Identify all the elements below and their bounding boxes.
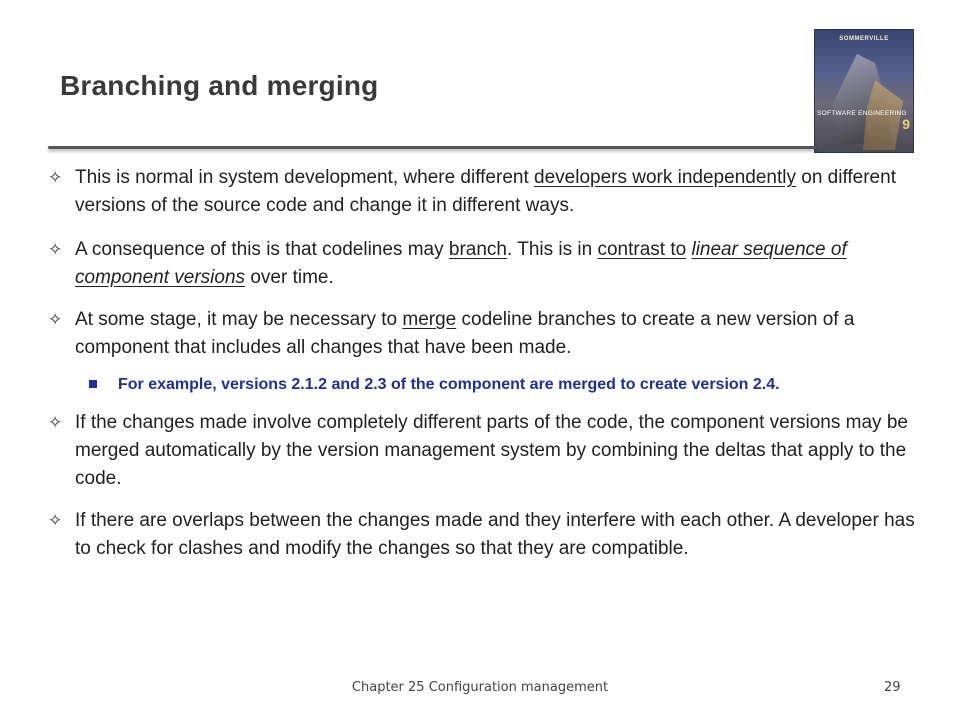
slide-title: Branching and merging <box>60 70 379 101</box>
bullet-item <box>48 236 928 292</box>
emphasis-text: developers work independently <box>534 167 796 188</box>
bullet-text: If there are overlaps between the changes made and they interfere with each other. A developer has to check for clashes and modify the changes so that they are compatible. <box>75 510 915 559</box>
bullet-text: This is normal in system development, where different developers work independently on different versions of the source code and change it in different ways. <box>75 167 896 216</box>
emphasis-text: branch <box>448 239 507 260</box>
cover-edition: 9 <box>902 116 910 132</box>
bullet-item <box>48 306 928 362</box>
emphasis-text: merge <box>402 309 457 330</box>
bullet-text: A consequence of this is that codelines may branch. This is in contrast to linear sequence of component versions over time. <box>75 239 847 288</box>
emphasis-text: linear sequence of component versions <box>75 239 847 288</box>
bullet-diamond-icon: ✧ <box>48 168 63 187</box>
square-bullet-icon <box>89 380 97 388</box>
book-cover-image <box>814 29 914 153</box>
bullet-diamond-icon: ✧ <box>48 240 63 259</box>
cover-author: SOMMERVILLE <box>839 36 889 42</box>
slide-body <box>48 164 928 563</box>
bullet-diamond-icon: ✧ <box>48 511 63 530</box>
sub-bullet-item <box>48 372 928 397</box>
emphasis-text: contrast to <box>597 239 687 260</box>
sub-bullet-text: For example, versions 2.1.2 and 2.3 of the component are merged to create version 2.4. <box>118 376 780 393</box>
bullet-diamond-icon: ✧ <box>48 310 63 329</box>
bullet-text: If the changes made involve completely different parts of the code, the component versions may be merged automatically by the version management system by combining the deltas that apply to the code. <box>75 412 908 489</box>
footer-chapter: Chapter 25 Configuration management <box>351 680 609 695</box>
bullet-item <box>48 164 928 220</box>
bullet-diamond-icon: ✧ <box>48 413 63 432</box>
cover-title: SOFTWARE ENGINEERING <box>817 110 907 117</box>
bullet-item <box>48 409 928 493</box>
title-divider <box>48 146 816 149</box>
bullet-item <box>48 507 928 563</box>
bullet-text: At some stage, it may be necessary to merge codeline branches to create a new version of a component that includes all changes that have been made. <box>75 309 855 358</box>
page-number: 29 <box>884 680 901 695</box>
